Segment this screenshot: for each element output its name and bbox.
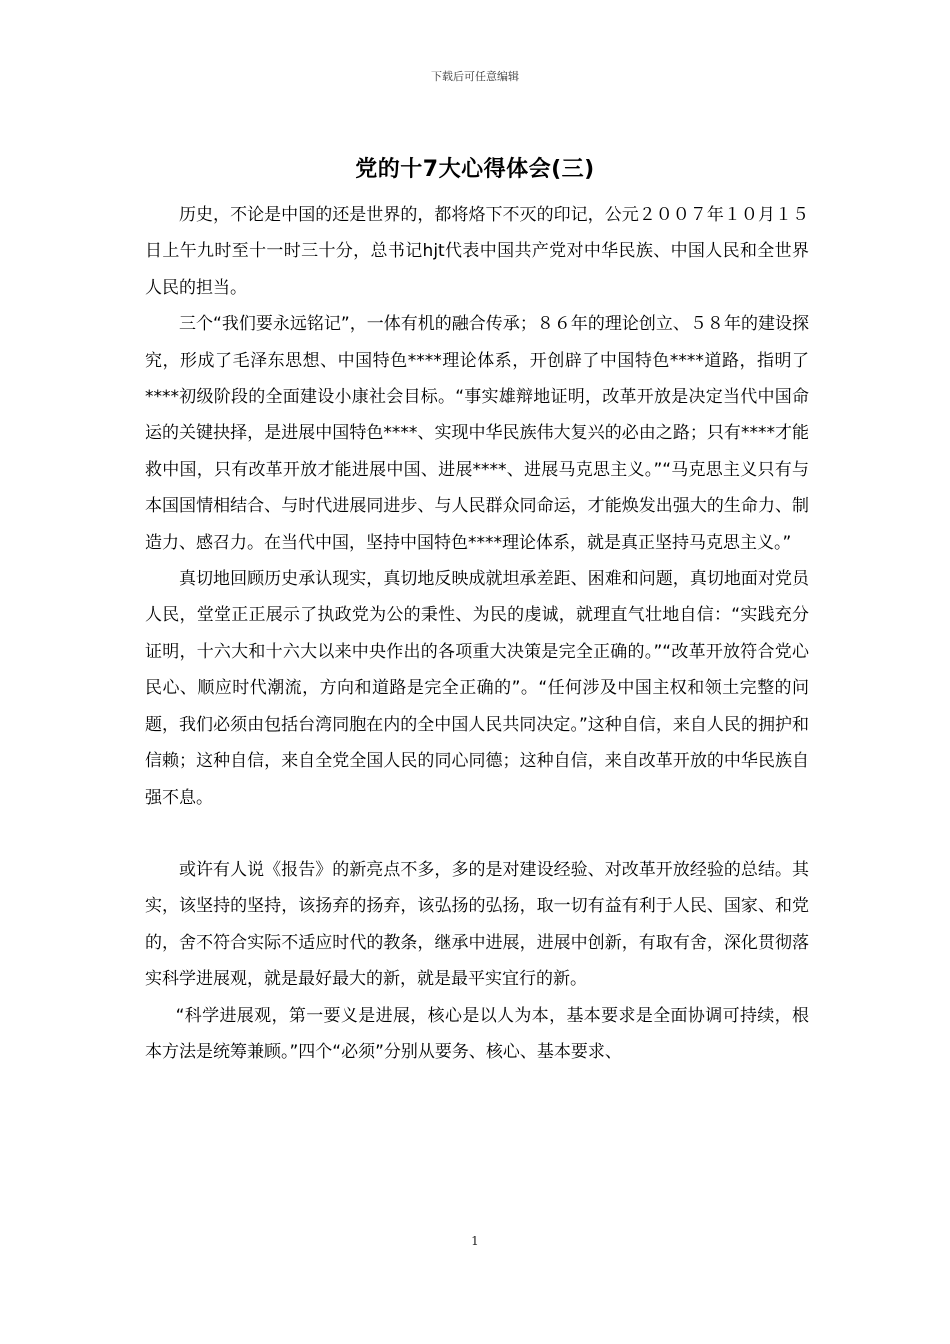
paragraph-3: 真切地回顾历史承认现实，真切地反映成就坦承差距、困难和问题，真切地面对党员人民，堂堂正正展示了执政党为公的秉性、为民的虔诚，就理直气壮地自信：“实践充分证明，十六大和十六大以来中央作出的各项重大决策是完全正确的。”“改革开放符合党心民心、顺应时代潮流，方向和道路是完全正确的”。“任何涉及中国主权和领土完整的问题，我们必须由包括台湾同胞在内的全中国人民共同决定。”这种自信，来自人民的拥护和信赖；这种自信，来自全党全国人民的同心同德；这种自信，来自改革开放的中华民族自强不息。 [145,569,809,808]
page-number: 1 [471,1234,479,1248]
paragraph-5: “科学进展观，第一要义是进展，核心是以人为本，基本要求是全面协调可持续，根本方法是统筹兼顾。”四个“必须”分别从要务、核心、基本要求、 [145,1005,809,1062]
document-title: 党的十7大心得体会(三) [355,157,595,182]
paragraph-4: 或许有人说《报告》的新亮点不多，多的是对建设经验、对改革开放经验的总结。其实，该坚持的坚持，该扬弃的扬弃，该弘扬的弘扬，取一切有益有利于人民、国家、和党的，舍不符合实际不适应时代的教条，继承中进展，进展中创新，有取有舍，深化贯彻落实科学进展观，就是最好最大的新，就是最平实宜行的新。 [145,859,809,990]
paragraph-1: 历史，不论是中国的还是世界的，都将烙下不灭的印记，公元２００７年１０月１５日上午九时至十一时三十分，总书记hjt代表中国共产党对中华民族、中国人民和全世界人民的担当。 [145,205,809,298]
paragraph-2: 三个“我们要永远铭记”，一体有机的融合传承；８６年的理论创立、５８年的建设探究，形成了毛泽东思想、中国特色****理论体系，开创辟了中国特色****道路，指明了****初级阶段的全面建设小康社会目标。“事实雄辩地证明，改革开放是决定当代中国命运的关键抉择，是进展中国特色****、实现中华民族伟大复兴的必由之路；只有****才能救中国，只有改革开放才能进展中国、进展****、进展马克思主义。”“马克思主义只有与本国国情相结合、与时代进展同进步、与人民群众同命运，才能焕发出强大的生命力、制造力、感召力。在当代中国，坚持中国特色****理论体系，就是真正坚持马克思主义。” [145,314,809,553]
document-body [145,197,809,1070]
page-header: 下载后可任意编辑 [431,70,519,83]
